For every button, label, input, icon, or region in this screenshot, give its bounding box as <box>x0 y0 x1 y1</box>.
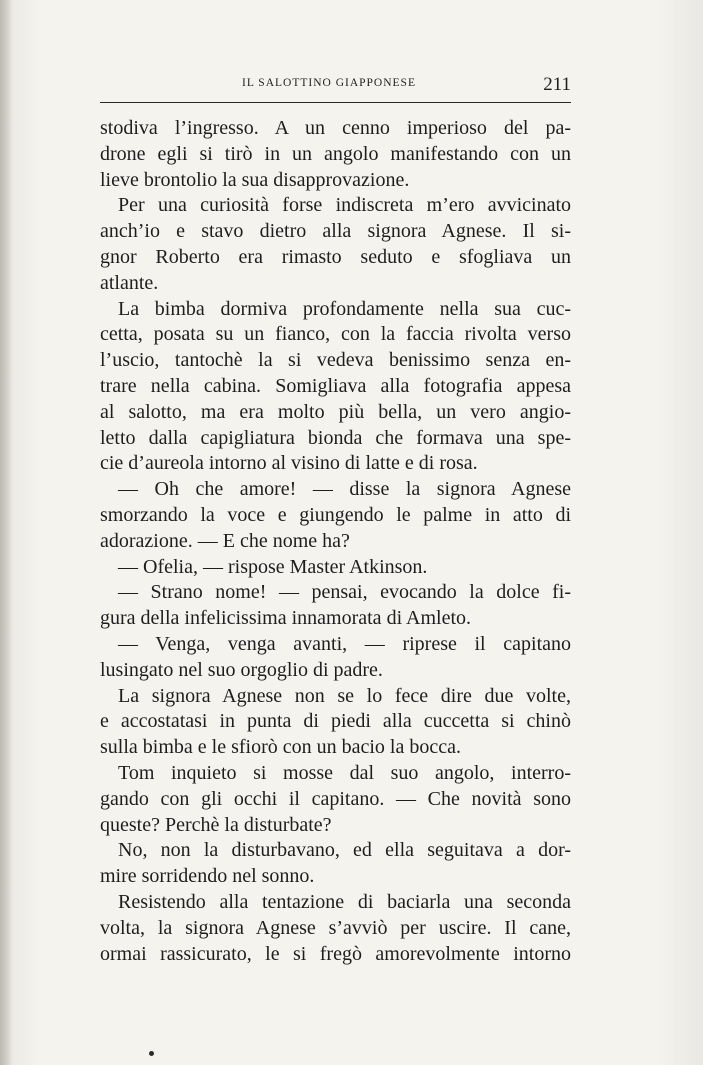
text-line: smorzando la voce e giungendo le palme in atto di <box>100 503 571 526</box>
text-line: gnor Roberto era rimasto seduto e sfogliava un <box>100 245 571 268</box>
text-line: La bimba dormiva profondamente nella sua cuc- <box>118 297 571 320</box>
text-line: cetta, posata su un fianco, con la faccia rivolta verso <box>100 323 571 346</box>
text-line: gando con gli occhi il capitano. — Che novità sono <box>100 787 571 810</box>
ink-speck <box>149 1051 154 1056</box>
text-line: No, non la disturbavano, ed ella seguitava a dor- <box>118 839 571 862</box>
text-line: stodiva l’ingresso. A un cenno imperioso del pa- <box>100 117 571 139</box>
text-line: queste? Perchè la disturbate? <box>100 813 332 836</box>
text-line: ormai rassicurato, le si fregò amorevolmente intorno <box>100 942 571 965</box>
page-header <box>100 74 571 98</box>
text-line: lieve brontolio la sua disapprovazione. <box>100 168 410 191</box>
text-line: gura della infelicissima innamorata di Amleto. <box>100 607 472 630</box>
body-text <box>100 116 571 967</box>
text-line: La signora Agnese non se lo fece dire due volte, <box>118 684 571 707</box>
text-line: Tom inquieto si mosse dal suo angolo, interro- <box>118 761 571 784</box>
page-edge-shadow <box>0 0 12 1065</box>
text-line: trare nella cabina. Somigliava alla fotografia appesa <box>100 374 571 397</box>
text-line: Resistendo alla tentazione di baciarla una seconda <box>118 890 571 913</box>
text-line: cie d’aureola intorno al visino di latte e di rosa. <box>100 452 478 475</box>
text-line: mire sorridendo nel sonno. <box>100 865 315 888</box>
text-line: Per una curiosità forse indiscreta m’ero avvicinato <box>118 194 571 217</box>
text-line: l’uscio, tantochè la si vedeva benissimo senza en- <box>100 349 571 372</box>
text-line: lusingato nel suo orgoglio di padre. <box>100 658 383 681</box>
text-line: letto dalla capigliatura bionda che formava una spe- <box>100 426 571 449</box>
text-line: atlante. <box>100 271 159 294</box>
text-line: — Venga, venga avanti, — riprese il capitano <box>118 632 571 655</box>
text-line: al salotto, ma era molto più bella, un vero angio- <box>100 400 571 423</box>
running-title: IL SALOTTINO GIAPPONESE <box>242 77 416 89</box>
text-line: — Strano nome! — pensai, evocando la dolce fi- <box>118 581 571 604</box>
text-line: drone egli si tirò in un angolo manifestando con un <box>100 142 571 165</box>
page-number: 211 <box>543 74 571 95</box>
text-line: e accostatasi in punta di piedi alla cuccetta si chinò <box>100 710 571 733</box>
header-rule <box>100 102 571 103</box>
text-line: adorazione. — E che nome ha? <box>100 529 350 552</box>
text-line: anch’io e stavo dietro alla signora Agnese. Il si- <box>100 220 571 243</box>
text-line: — Oh che amore! — disse la signora Agnese <box>118 478 571 501</box>
text-line: volta, la signora Agnese s’avviò per uscire. Il cane, <box>100 916 571 939</box>
text-line: — Ofelia, — rispose Master Atkinson. <box>118 555 428 578</box>
text-line: sulla bimba e le sfiorò con un bacio la bocca. <box>100 736 461 759</box>
